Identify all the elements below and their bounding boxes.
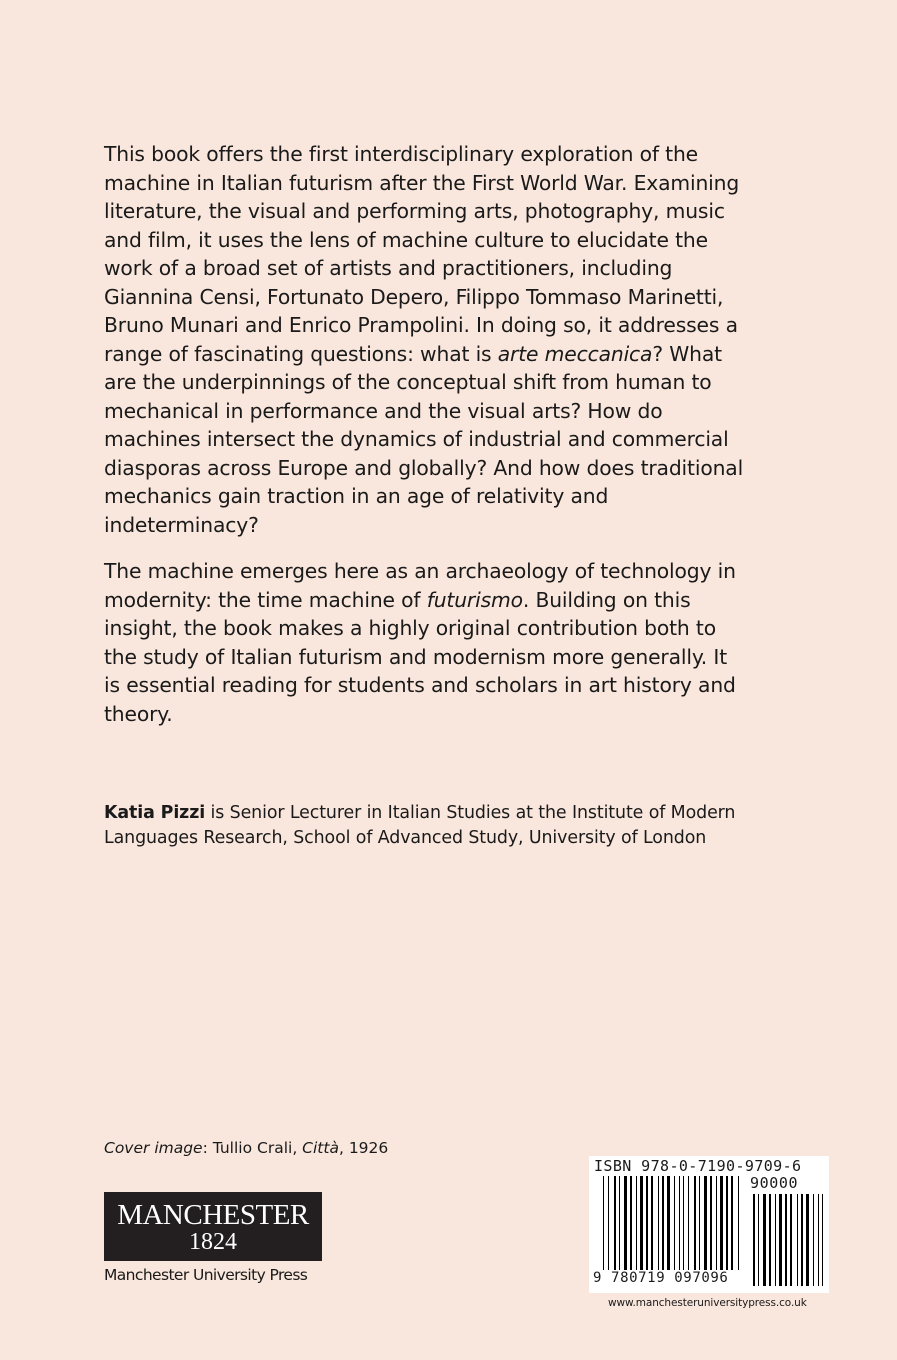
barcode-bar — [710, 1176, 712, 1272]
barcode-bar — [636, 1176, 637, 1272]
ean-digits: 9 780719 097096 — [593, 1270, 745, 1286]
barcode-bar — [630, 1176, 632, 1272]
addon-bar — [822, 1194, 823, 1286]
addon-bar — [785, 1194, 787, 1286]
barcode-bar — [674, 1176, 675, 1272]
barcode-bar — [658, 1176, 659, 1272]
barcode-bar — [662, 1176, 664, 1272]
isbn-label: ISBN 978-0-7190-9709-6 — [594, 1157, 802, 1175]
author-name: Katia Pizzi — [104, 803, 206, 823]
blurb-paragraph-2: The machine emerges here as an archaeology of technology in modernity: the time machine of futurismo. Building on this insight, the book makes a highly original contribution both to the study of Italian futurism and modernism more generally. It is essential reading for students and scholars in art history and theory. — [104, 559, 736, 726]
barcode-bar — [679, 1176, 680, 1272]
book-blurb — [104, 140, 744, 746]
addon-bar — [790, 1194, 792, 1286]
logo-name: MANCHESTER — [117, 1199, 309, 1231]
addon-bar — [801, 1194, 803, 1286]
barcode-bar — [624, 1176, 627, 1272]
barcode-bar — [683, 1176, 684, 1272]
isbn-barcode — [589, 1156, 829, 1293]
addon-digits: 90000 — [750, 1174, 799, 1192]
addon-bar — [753, 1194, 755, 1286]
addon-bar — [779, 1194, 782, 1286]
barcode-bar — [694, 1176, 696, 1272]
barcode-bar — [726, 1176, 728, 1272]
addon-bar — [763, 1194, 766, 1286]
barcode-bar — [640, 1176, 643, 1272]
barcode-bar — [614, 1176, 616, 1272]
barcode-bar — [731, 1176, 733, 1272]
author-bio: Katia Pizzi is Senior Lecturer in Italian Studies at the Institute of Modern Languages Research, School of Advanced Study, University of London — [104, 803, 736, 848]
publisher-name: Manchester University Press — [104, 1266, 308, 1284]
addon-bar — [806, 1194, 809, 1286]
publisher-url: www.manchesteruniversitypress.co.uk — [608, 1297, 807, 1309]
barcode-bar — [699, 1176, 700, 1272]
logo-year: 1824 — [189, 1229, 237, 1255]
addon-bar — [775, 1194, 776, 1286]
barcode-bar — [608, 1176, 609, 1272]
barcode-bar — [688, 1176, 689, 1272]
addon-bar — [769, 1194, 771, 1286]
barcode-bar — [646, 1176, 648, 1272]
publisher-logo — [104, 1192, 322, 1261]
barcode-bar — [720, 1176, 723, 1272]
addon-bar — [818, 1194, 819, 1286]
barcode-bar — [651, 1176, 653, 1272]
addon-bar — [758, 1194, 759, 1286]
barcode-bar — [716, 1176, 717, 1272]
blurb-paragraph-1: This book offers the first interdisciplinary exploration of the machine in Italian futurism after the First World War. Examining literature, the visual and performing arts, photography, music and film, it uses the lens of machine culture to elucidate the work of a broad set of artists and practitioners, including Giannina Censi, Fortunato Depero, Filippo Tommaso Marinetti, Bruno Munari and Enrico Prampolini. In doing so, it addresses a range of fascinating questions: what is arte meccanica? What are the underpinnings of the conceptual shift from human to mechanical in performance and the visual arts? How do machines intersect the dynamics of industrial and commercial diasporas across Europe and globally? And how does traditional mechanics gain traction in an age of relativity and indeterminacy? — [104, 142, 744, 537]
addon-bar — [797, 1194, 798, 1286]
barcode-bar — [619, 1176, 620, 1272]
cover-credit: Cover image: Tullio Crali, Città, 1926 — [104, 1139, 389, 1157]
addon-bar — [813, 1194, 814, 1286]
barcode-bar — [704, 1176, 707, 1272]
barcode-bar — [667, 1176, 670, 1272]
